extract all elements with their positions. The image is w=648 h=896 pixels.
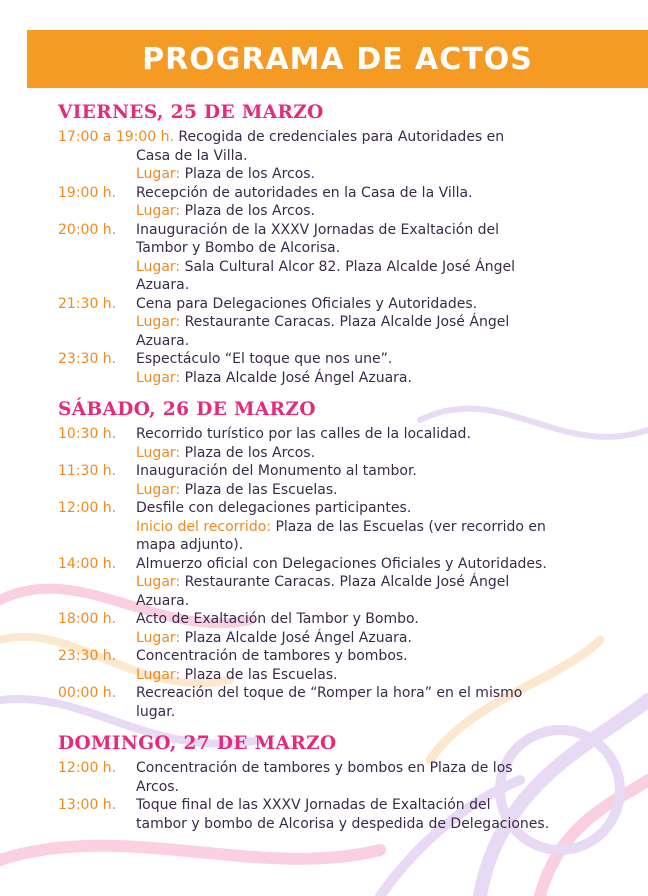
place-text: mapa adjunto).: [136, 537, 244, 553]
place-text: Plaza de las Escuelas (ver recorrido en: [275, 518, 546, 535]
place-text: Azuara.: [136, 277, 190, 293]
event-line: [58, 221, 638, 240]
event-place: [58, 629, 638, 648]
day-events: [58, 128, 638, 387]
place-label: Lugar:: [136, 574, 181, 590]
event-line: [58, 610, 638, 629]
event-place: [58, 592, 638, 611]
event-time: 19:00 h.: [58, 184, 117, 201]
event-description: Casa de la Villa.: [136, 147, 248, 164]
place-text: Restaurante Caracas. Plaza Alcalde José Ángel: [184, 574, 510, 590]
event-line: [58, 295, 638, 314]
place-text: Plaza de los Arcos.: [184, 203, 316, 219]
event-place: [58, 276, 638, 295]
place-label: Lugar:: [136, 666, 181, 683]
place-text: Azuara.: [136, 332, 190, 349]
event-description: Tambor y Bombo de Alcorisa.: [136, 240, 341, 256]
event-time: 21:30 h.: [58, 295, 117, 312]
event-description: Espectáculo “El toque que nos une”.: [136, 351, 393, 367]
place-label: Inicio del recorrido:: [136, 518, 271, 535]
event-item: [58, 221, 638, 295]
event-description: Recreación del toque de “Romper la hora” en el mismo: [136, 685, 523, 701]
event-item: [58, 610, 638, 647]
event-description: Acto de Exaltación del Tambor y Bombo.: [136, 611, 419, 627]
event-description: Desfile con delegaciones participantes.: [136, 500, 412, 516]
event-time: 20:00 h.: [58, 221, 117, 238]
event-place: [58, 666, 638, 685]
title-banner: [27, 30, 648, 88]
day-events: [58, 759, 638, 833]
event-place: [58, 518, 638, 537]
event-description: Recogida de credenciales para Autoridades en: [178, 129, 505, 145]
event-line: [58, 759, 638, 778]
place-text: Plaza de los Arcos.: [184, 444, 316, 461]
event-item: [58, 128, 638, 184]
program-list: [58, 100, 638, 843]
event-time: 00:00 h.: [58, 685, 117, 701]
day-events: [58, 425, 638, 721]
event-time: 12:00 h.: [58, 760, 117, 776]
event-time: 12:00 h.: [58, 500, 117, 516]
place-text: Plaza de los Arcos.: [184, 166, 316, 182]
event-line: [58, 425, 638, 444]
event-time: 13:00 h.: [58, 797, 117, 813]
place-text: Plaza Alcalde José Ángel Azuara.: [184, 629, 412, 646]
event-place: [58, 258, 638, 277]
event-description: Inauguración del Monumento al tambor.: [136, 463, 417, 479]
event-item: [58, 796, 638, 833]
event-description: Concentración de tambores y bombos en Plaza de los: [136, 760, 513, 776]
event-line: [58, 796, 638, 815]
event-item: [58, 647, 638, 684]
event-place: [58, 536, 638, 555]
event-line: [58, 703, 638, 722]
event-item: [58, 555, 638, 611]
event-place: [58, 313, 638, 332]
event-description: Concentración de tambores y bombos.: [136, 648, 408, 664]
place-label: Lugar:: [136, 481, 181, 498]
event-description: lugar.: [136, 703, 176, 720]
event-line: [58, 239, 638, 258]
event-item: [58, 350, 638, 387]
event-description: Arcos.: [136, 778, 180, 795]
place-label: Lugar:: [136, 629, 181, 646]
event-line: [58, 184, 638, 203]
event-item: [58, 425, 638, 462]
event-time: 11:30 h.: [58, 463, 117, 479]
event-line: [58, 647, 638, 666]
event-description: Toque final de las XXXV Jornadas de Exaltación del: [136, 797, 491, 813]
place-label: Lugar:: [136, 258, 181, 275]
event-description: Inauguración de la XXXV Jornadas de Exaltación del: [136, 221, 500, 238]
day-heading: SÁBADO, 26 DE MARZO: [58, 399, 316, 420]
event-time: 14:00 h.: [58, 555, 117, 572]
event-line: [58, 778, 638, 797]
place-text: Restaurante Caracas. Plaza Alcalde José Ángel: [184, 314, 510, 330]
page-title: PROGRAMA DE ACTOS: [142, 41, 533, 77]
event-place: [58, 369, 638, 388]
event-time: 10:30 h.: [58, 426, 117, 442]
event-time: 23:30 h.: [58, 351, 117, 367]
event-description: Almuerzo oficial con Delegaciones Oficiales y Autoridades.: [136, 555, 547, 572]
event-line: [58, 499, 638, 518]
place-text: Plaza de las Escuelas.: [184, 666, 338, 683]
event-time: 23:30 h.: [58, 648, 117, 664]
event-place: [58, 573, 638, 592]
event-item: [58, 184, 638, 221]
day-heading: VIERNES, 25 DE MARZO: [58, 102, 324, 123]
event-item: [58, 295, 638, 351]
place-text: Plaza de las Escuelas.: [184, 481, 338, 498]
place-label: Lugar:: [136, 369, 181, 386]
event-place: [58, 165, 638, 184]
event-line: [58, 815, 638, 834]
place-label: Lugar:: [136, 203, 181, 219]
event-time: 17:00 a 19:00 h.: [58, 129, 174, 145]
event-line: [58, 462, 638, 481]
place-label: Lugar:: [136, 166, 181, 182]
place-text: Sala Cultural Alcor 82. Plaza Alcalde José Ángel: [184, 258, 515, 275]
day-heading: DOMINGO, 27 DE MARZO: [58, 733, 337, 754]
event-description: tambor y bombo de Alcorisa y despedida de Delegaciones.: [136, 815, 550, 832]
event-description: Cena para Delegaciones Oficiales y Autoridades.: [136, 295, 478, 312]
event-place: [58, 444, 638, 463]
event-place: [58, 332, 638, 351]
event-place: [58, 202, 638, 221]
event-line: [58, 684, 638, 703]
event-item: [58, 759, 638, 796]
place-label: Lugar:: [136, 444, 181, 461]
event-description: Recepción de autoridades en la Casa de la Villa.: [136, 184, 473, 201]
event-description: Recorrido turístico por las calles de la localidad.: [136, 426, 471, 442]
event-place: [58, 481, 638, 500]
place-text: Plaza Alcalde José Ángel Azuara.: [184, 369, 412, 386]
event-line: [58, 128, 638, 147]
event-line: [58, 147, 638, 166]
event-time: 18:00 h.: [58, 611, 117, 627]
place-text: Azuara.: [136, 592, 190, 609]
event-line: [58, 350, 638, 369]
event-item: [58, 462, 638, 499]
event-item: [58, 684, 638, 721]
event-line: [58, 555, 638, 574]
place-label: Lugar:: [136, 314, 181, 330]
event-item: [58, 499, 638, 555]
